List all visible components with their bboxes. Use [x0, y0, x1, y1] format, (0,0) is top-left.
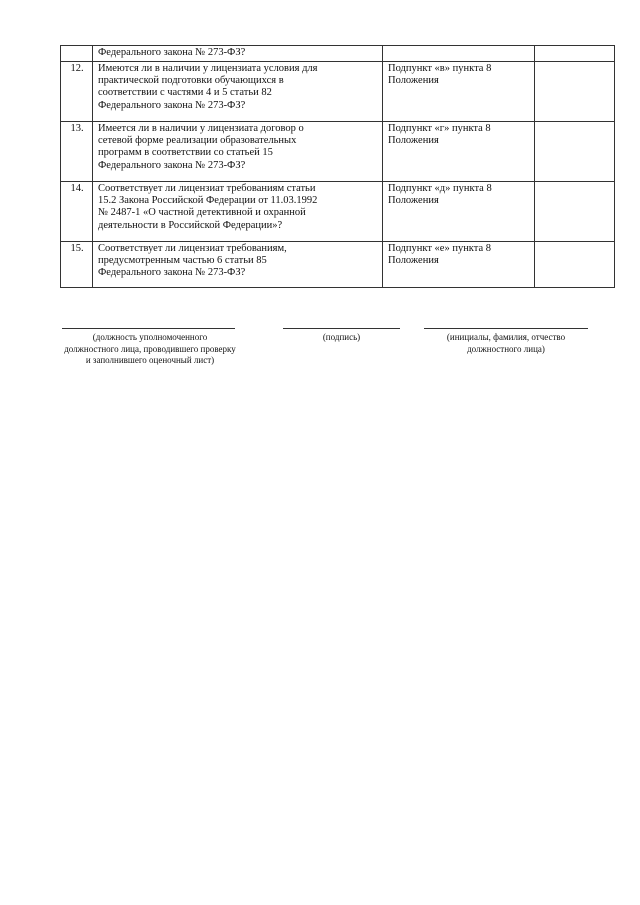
reference-cell [383, 46, 535, 62]
row-number: 12. [61, 62, 93, 122]
signature-block [0, 328, 640, 388]
table-row [61, 46, 615, 62]
position-line [62, 328, 235, 329]
table-row [61, 242, 615, 288]
signature-caption: (подпись) [322, 332, 361, 342]
question-cell: Имеются ли в наличии у лицензиата условия для практической подготовки обучающихся в соответствии с частями 4 и 5 статьи 82 Федерального закона № 273-ФЗ? [93, 62, 383, 122]
reference-cell: Подпункт «в» пункта 8 Положения [383, 62, 535, 122]
checklist-table [60, 45, 615, 288]
row-number: 13. [61, 122, 93, 182]
row-number: 14. [61, 182, 93, 242]
answer-cell [535, 62, 615, 122]
answer-cell [535, 122, 615, 182]
answer-cell [535, 242, 615, 288]
table-row [61, 122, 615, 182]
table-row [61, 62, 615, 122]
reference-cell: Подпункт «г» пункта 8 Положения [383, 122, 535, 182]
row-number: 15. [61, 242, 93, 288]
reference-cell: Подпункт «е» пункта 8 Положения [383, 242, 535, 288]
name-line [424, 328, 588, 329]
position-caption: (должность уполномоченного должностного лица, проводившего проверку и заполнившего оценочный лист) [64, 332, 236, 365]
reference-cell: Подпункт «д» пункта 8 Положения [383, 182, 535, 242]
answer-cell [535, 46, 615, 62]
name-caption: (инициалы, фамилия, отчество должностного лица) [446, 332, 566, 354]
table-row [61, 182, 615, 242]
signature-line [283, 328, 400, 329]
question-cell: Федерального закона № 273-ФЗ? [93, 46, 383, 62]
question-cell: Соответствует ли лицензиат требованиям статьи 15.2 Закона Российской Федерации от 11.03.1992 № 2487-1 «О частной детективной и охранной деятельности в Российской Федерации»? [93, 182, 383, 242]
question-cell: Соответствует ли лицензиат требованиям, предусмотренным частью 6 статьи 85 Федерального закона № 273-ФЗ? [93, 242, 383, 288]
row-number [61, 46, 93, 62]
question-cell: Имеется ли в наличии у лицензиата договор о сетевой форме реализации образовательных программ в соответствии со статьей 15 Федерального закона № 273-ФЗ? [93, 122, 383, 182]
answer-cell [535, 182, 615, 242]
